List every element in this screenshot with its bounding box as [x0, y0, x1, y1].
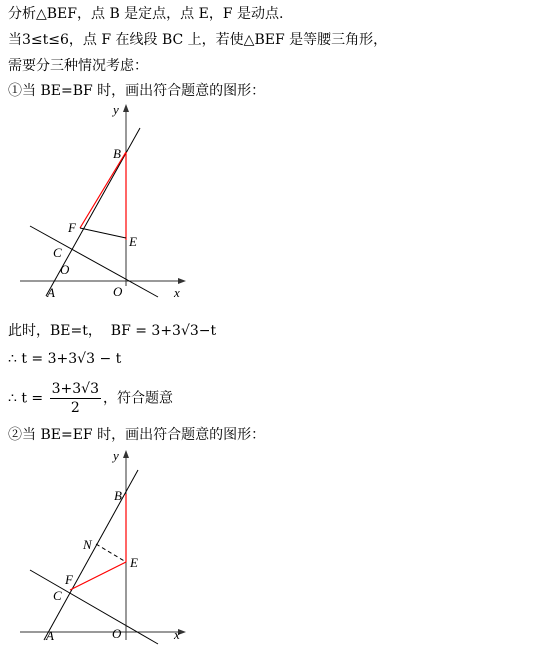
fraction-numerator: 3+3√3 [51, 381, 99, 397]
fig2-y-arrow-icon [123, 450, 129, 458]
fig1-label-e: E [129, 234, 137, 249]
fig1-label-o-inner: O [60, 262, 70, 277]
fig2-label-o: O [112, 626, 122, 641]
t-fraction [50, 380, 101, 417]
fig2-label-a: A [46, 628, 54, 643]
therefore-line-2 [8, 380, 173, 417]
case-1-heading: ①当 BE=BF 时，画出符合题意的图形： [8, 83, 266, 99]
fig2-line-ab [44, 470, 138, 640]
fig1-label-f: F [68, 220, 76, 235]
fig2-segment-fe [70, 562, 126, 590]
fig1-segment-fe [80, 228, 126, 238]
fig1-label-a: A [47, 285, 55, 300]
intro-line-1: 分析△BEF，点 B 是定点，点 E，F 是动点. [8, 6, 284, 22]
fig1-y-arrow-icon [123, 104, 129, 112]
intro-line-3: 需要分三种情况考虑： [8, 58, 148, 74]
fig1-label-o: O [113, 284, 123, 299]
fig1-label-x: x [174, 285, 180, 300]
conform-text: ，符合题意 [103, 390, 173, 407]
fig1-label-b: B [113, 146, 121, 161]
therefore-line-1: ∴ t = 3+3√3 − t [8, 351, 122, 367]
figure-1 [10, 100, 210, 310]
fig2-label-n: N [83, 537, 92, 552]
figure-2 [10, 448, 210, 648]
fig1-label-c: C [53, 245, 62, 260]
fig2-label-e: E [130, 555, 138, 570]
fig2-segment-ne-dashed [96, 544, 126, 562]
fig2-label-y: y [113, 448, 119, 463]
fig1-label-y: y [113, 102, 119, 117]
now-line [8, 322, 216, 340]
fig2-label-x: x [174, 627, 180, 642]
fig1-x-arrow-icon [178, 278, 186, 284]
intro-line-2: 当3≤t≤6，点 F 在线段 BC 上，若使△BEF 是等腰三角形， [8, 32, 388, 48]
bf-expression: BF = 3+3√3−t [110, 323, 217, 339]
fig2-label-f: F [65, 572, 73, 587]
therefore-prefix: ∴ t = [8, 390, 44, 407]
now-text: 此时，BE=t， [8, 323, 102, 339]
case-2-heading: ②当 BE=EF 时，画出符合题意的图形： [8, 427, 266, 443]
fraction-denominator: 2 [70, 400, 80, 416]
fig2-label-c: C [53, 588, 62, 603]
fig2-label-b: B [114, 488, 122, 503]
fig1-segment-bf [80, 152, 126, 228]
